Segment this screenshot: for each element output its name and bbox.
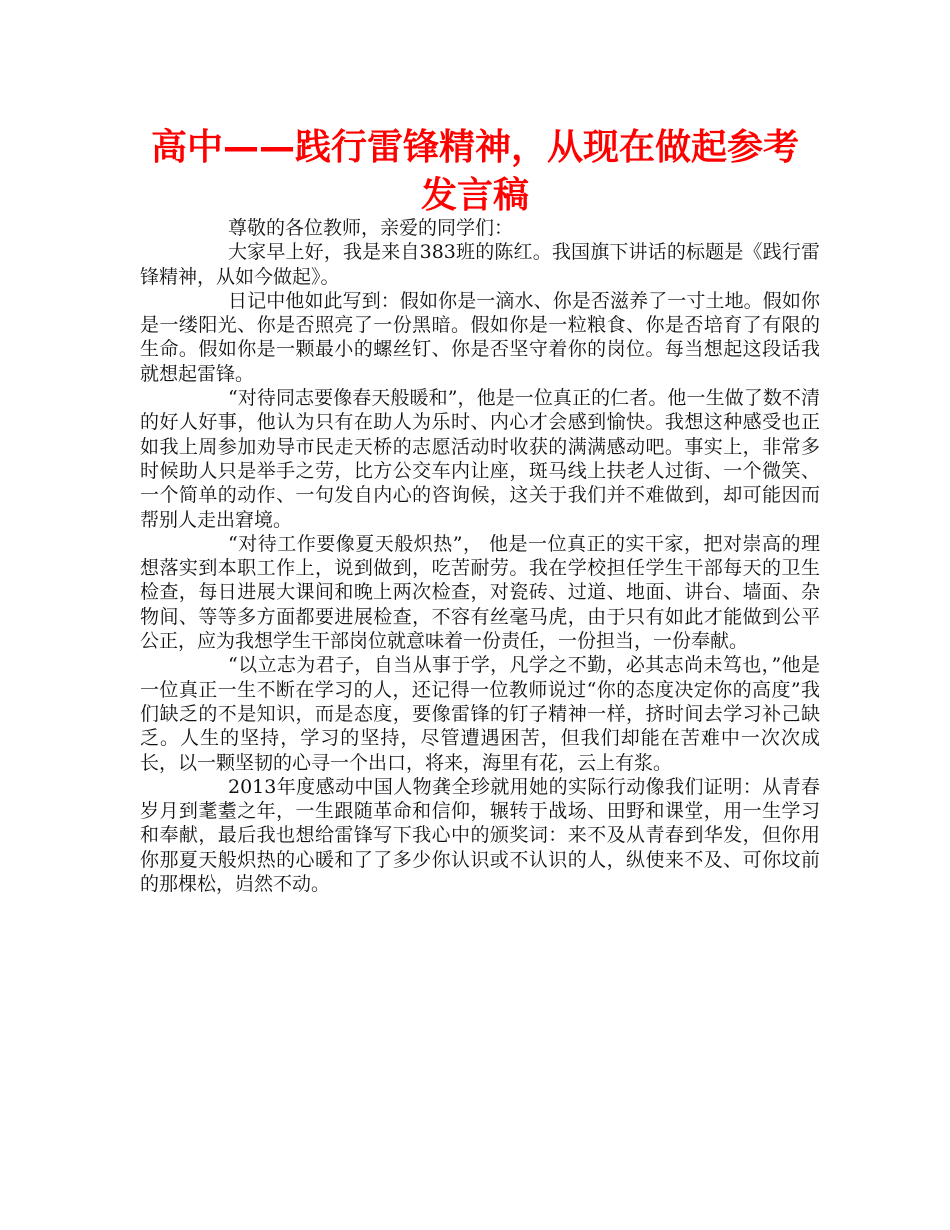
document-title-line-1: 高中——践行雷锋精神，从现在做起参考: [150, 127, 799, 168]
document-title-line-2: 发言稿: [420, 175, 529, 216]
greeting-paragraph: 大家早上好，我是来自383班的陈红。我国旗下讲话的标题是《践行雷锋精神，从如今做起》。: [140, 241, 820, 288]
salutation-paragraph: 尊敬的各位教师，亲爱的同学们：: [228, 217, 514, 239]
spring-warmth-paragraph: “对待同志要像春天般暖和”，他是一位真正的仁者。他一生做了数不清的好人好事，他认为只有在助人为乐时、内心才会感到愉快。我想这种感受也正如我上周参加劝导市民走天桥的志愿活动时收获的满满感动吧。事实上，非常多时候助人只是举手之劳，比方公交车内让座，斑马线上扶老人过街、一个微笑、一个简单的动作、一句发自内心的咨询候，这关于我们并不难做到，却可能因而帮别人走出窘境。: [140, 387, 820, 531]
diary-quote-paragraph: 日记中他如此写到：假如你是一滴水、你是否滋养了一寸土地。假如你是一缕阳光、你是否照亮了一份黑暗。假如你是一粒粮食、你是否培育了有限的生命。假如你是一颗最小的螺丝钉、你是否坚守着你的岗位。每当想起这段话我就想起雷锋。: [140, 289, 820, 385]
closing-paragraph: 2013年度感动中国人物龚全珍就用她的实际行动像我们证明：从青春岁月到耄耋之年，一生跟随革命和信仰，辗转于战场、田野和课堂，用一生学习和奉献，最后我也想给雷锋写下我心中的颁奖词：来不及从青春到华发，但你用你那夏天般炽热的心暖和了了多少你认识或不认识的人，纵使来不及、可你坟前的那棵松，岿然不动。: [140, 775, 820, 896]
summer-heat-paragraph: “对待工作要像夏天般炽热”， 他是一位真正的实干家，把对崇高的理想落实到本职工作上，说到做到，吃苦耐劳。我在学校担任学生干部每天的卫生检查，每日进展大课间和晚上两次检查，对瓷砖、过道、地面、讲台、墙面、杂物间、等等多方面都要进展检查，不容有丝毫马虎，由于只有如此才能做到公平公正，应为我想学生干部岗位就意味着一份责任，一份担当，一份奉献。: [140, 532, 820, 653]
document-body: [140, 216, 820, 896]
learning-paragraph: “以立志为君子，自当从事于学，凡学之不勤，必其志尚未笃也，”他是一位真正一生不断在学习的人，还记得一位教师说过“你的态度决定你的高度”我们缺乏的不是知识，而是态度，要像雷锋的钉子精神一样，挤时间去学习补己缺乏。人生的坚持，学习的坚持，尽管遭遇困苦，但我们却能在苦难中一次次成长，以一颗坚韧的心寻一个出口，将来，海里有花，云上有浆。: [140, 654, 820, 774]
document-title: [140, 124, 810, 220]
